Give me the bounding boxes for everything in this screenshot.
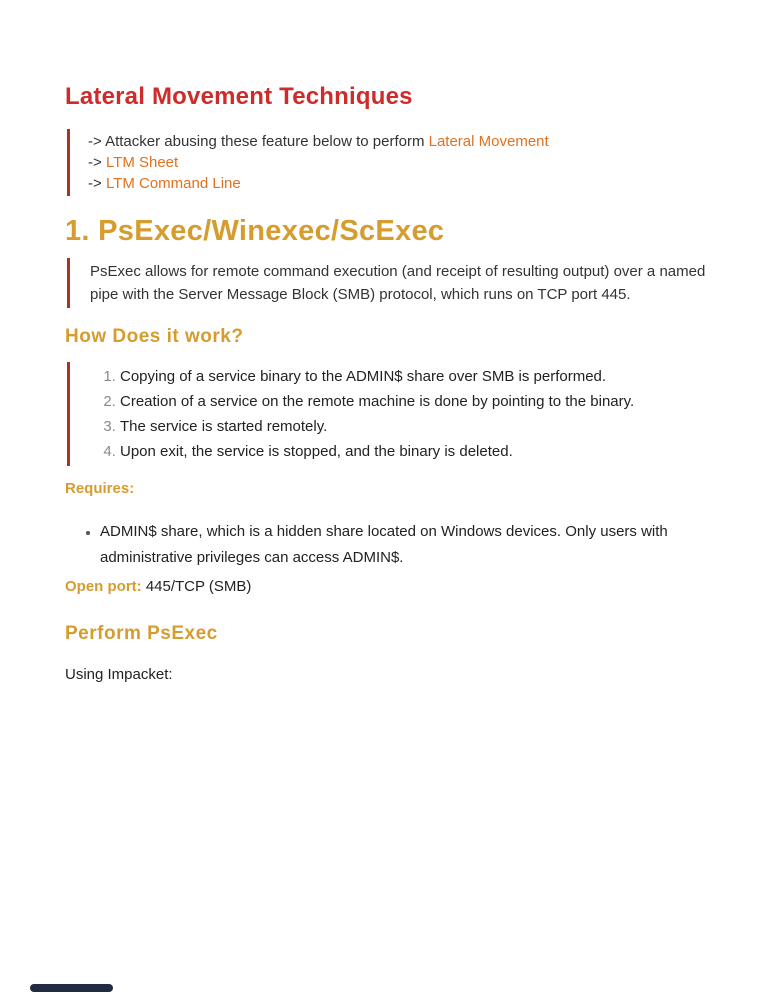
- intro-line: [88, 173, 710, 194]
- section-heading-psexec: 1. PsExec/Winexec/ScExec: [65, 215, 445, 247]
- intro-line-prefix: ->: [88, 154, 106, 171]
- open-port-value: 445/TCP (SMB): [145, 578, 252, 595]
- how-does-it-work-heading: How Does it work?: [65, 326, 244, 347]
- open-port-label: Open port:: [65, 578, 142, 595]
- intro-quote: [67, 129, 710, 196]
- step-item: 2. Creation of a service on the remote machine is done by pointing to the binary.: [120, 389, 710, 414]
- step-item: 1. Copying of a service binary to the ADMIN$ share over SMB is performed.: [120, 364, 710, 389]
- open-port-line: [65, 577, 710, 597]
- bottom-edge-bar: [30, 984, 113, 992]
- steps-list: [70, 364, 710, 464]
- step-item: 3. The service is started remotely.: [120, 414, 710, 439]
- page-title: Lateral Movement Techniques: [65, 83, 413, 110]
- psexec-description-quote: PsExec allows for remote command execution (and receipt of resulting output) over a named pipe with the Server Message Block (SMB) protocol, which runs on TCP port 445.: [67, 258, 710, 308]
- perform-psexec-heading: Perform PsExec: [65, 623, 218, 644]
- step-item: 4. Upon exit, the service is stopped, and the binary is deleted.: [120, 439, 710, 464]
- intro-line: [88, 152, 710, 173]
- steps-quote: [67, 362, 710, 466]
- lateral-movement-link[interactable]: Lateral Movement: [428, 133, 549, 150]
- using-impacket-text: Using Impacket:: [65, 666, 173, 683]
- requires-heading: Requires:: [65, 480, 135, 497]
- intro-line-prefix: ->: [88, 175, 106, 192]
- ltm-sheet-link[interactable]: LTM Sheet: [105, 154, 179, 171]
- intro-line: [88, 131, 710, 152]
- intro-line-prefix: -> Attacker abusing these feature below to perform: [88, 133, 429, 150]
- requires-item: • ADMIN$ share, which is a hidden share located on Windows devices. Only users with administrative privileges can access ADMIN$.: [100, 519, 710, 571]
- requires-list: [65, 519, 710, 571]
- ltm-command-line-link[interactable]: LTM Command Line: [105, 175, 241, 192]
